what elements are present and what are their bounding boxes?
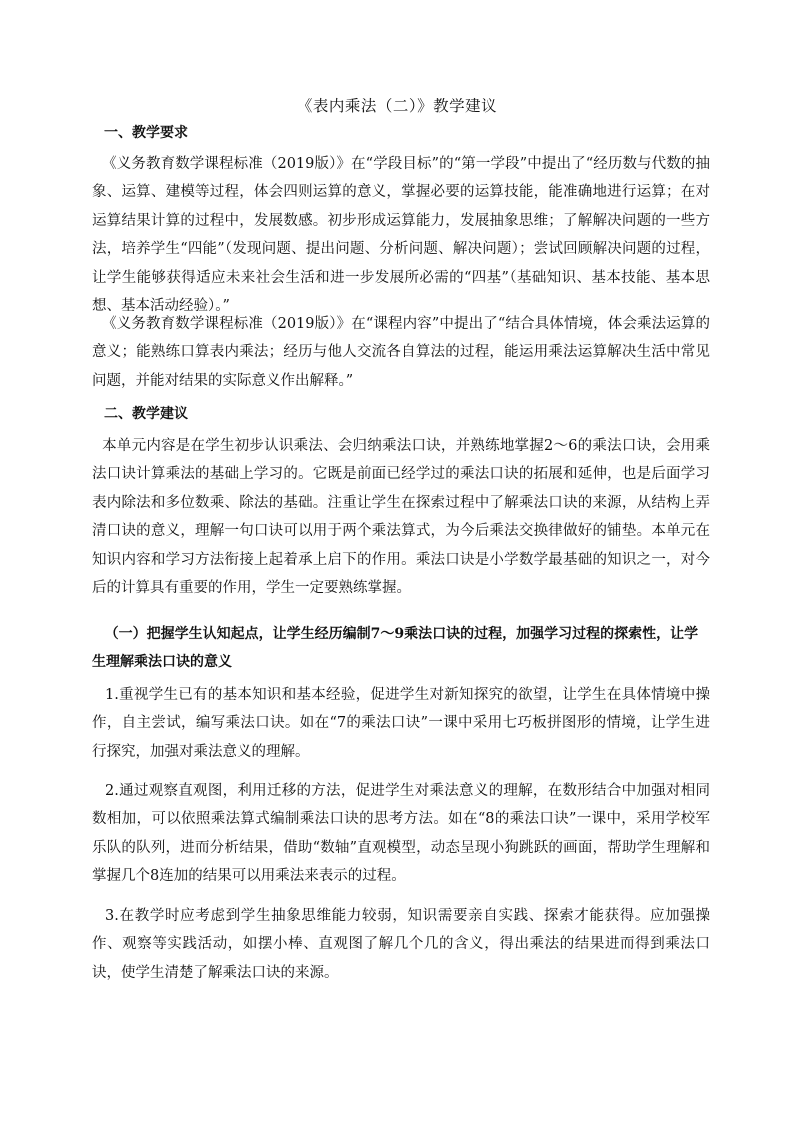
paragraph-curriculum-content: 《义务教育数学课程标准（2019版）》在“课程内容”中提出了“结合具体情境，体会乘法运算的意义；能熟练口算表内乘法；经历与他人交流各自算法的过程，能运用乘法运算解决生活中常见问题，并能对结果的实际意义作出解释。”	[92, 316, 710, 389]
section-heading-requirements: 一、教学要求	[104, 125, 188, 141]
paragraph-curriculum-goals: 《义务教育数学课程标准（2019版）》在“学段目标”的“第一学段”中提出了“经历数与代数的抽象、运算、建模等过程，体会四则运算的意义，掌握必要的运算技能，能准确地进行运算；在对运算结果计算的过程中，发展数感。初步形成运算能力，发展抽象思维；了解解决问题的一些方法，培养学生“四能”（发现问题、提出问题、分析问题、解决问题）；尝试回顾解决问题的过程，让学生能够获得适应未来社会生活和进一步发展所必需的“四基”（基础知识、基本技能、基本思想、基本活动经验）。”	[92, 156, 710, 315]
document-title: 《表内乘法（二）》教学建议	[296, 97, 498, 115]
section-heading-suggestions: 二、教学建议	[104, 406, 188, 422]
list-item-1: 1.重视学生已有的基本知识和基本经验，促进学生对新知探究的欲望，让学生在具体情境中操作，自主尝试，编写乘法口诀。如在“7的乘法口诀”一课中采用七巧板拼图形的情境，让学生进行探究，加强对乘法意义的理解。	[92, 687, 710, 760]
subheading-cognitive-start: （一）把握学生认知起点，让学生经历编制7～9乘法口诀的过程，加强学习过程的探索性，让学生理解乘法口诀的意义	[92, 626, 699, 671]
list-item-2: 2.通过观察直观图，利用迁移的方法，促进学生对乘法意义的理解，在数形结合中加强对相同数相加，可以依照乘法算式编制乘法口诀的思考方法。如在“8的乘法口诀”一课中，采用学校军乐队的队列，进而分析结果，借助“数轴”直观模型，动态呈现小狗跳跃的画面，帮助学生理解和掌握几个8连加的结果可以用乘法来表示的过程。	[92, 783, 710, 885]
list-item-3: 3.在教学时应考虑到学生抽象思维能力较弱，知识需要亲自实践、探索才能获得。应加强操作、观察等实践活动，如摆小棒、直观图了解几个几的含义，得出乘法的结果进而得到乘法口诀，使学生清楚了解乘法口诀的来源。	[92, 908, 710, 981]
paragraph-unit-intro: 本单元内容是在学生初步认识乘法、会归纳乘法口诀，并熟练地掌握2～6的乘法口诀，会用乘法口诀计算乘法的基础上学习的。它既是前面已经学过的乘法口诀的拓展和延伸，也是后面学习表内除法和多位数乘、除法的基础。注重让学生在探索过程中了解乘法口诀的来源，从结构上弄清口诀的意义，理解一句口诀可以用于两个乘法算式，为今后乘法交换律做好的铺垫。本单元在知识内容和学习方法衔接上起着承上启下的作用。乘法口诀是小学数学最基础的知识之一，对今后的计算具有重要的作用，学生一定要熟练掌握。	[92, 438, 710, 597]
